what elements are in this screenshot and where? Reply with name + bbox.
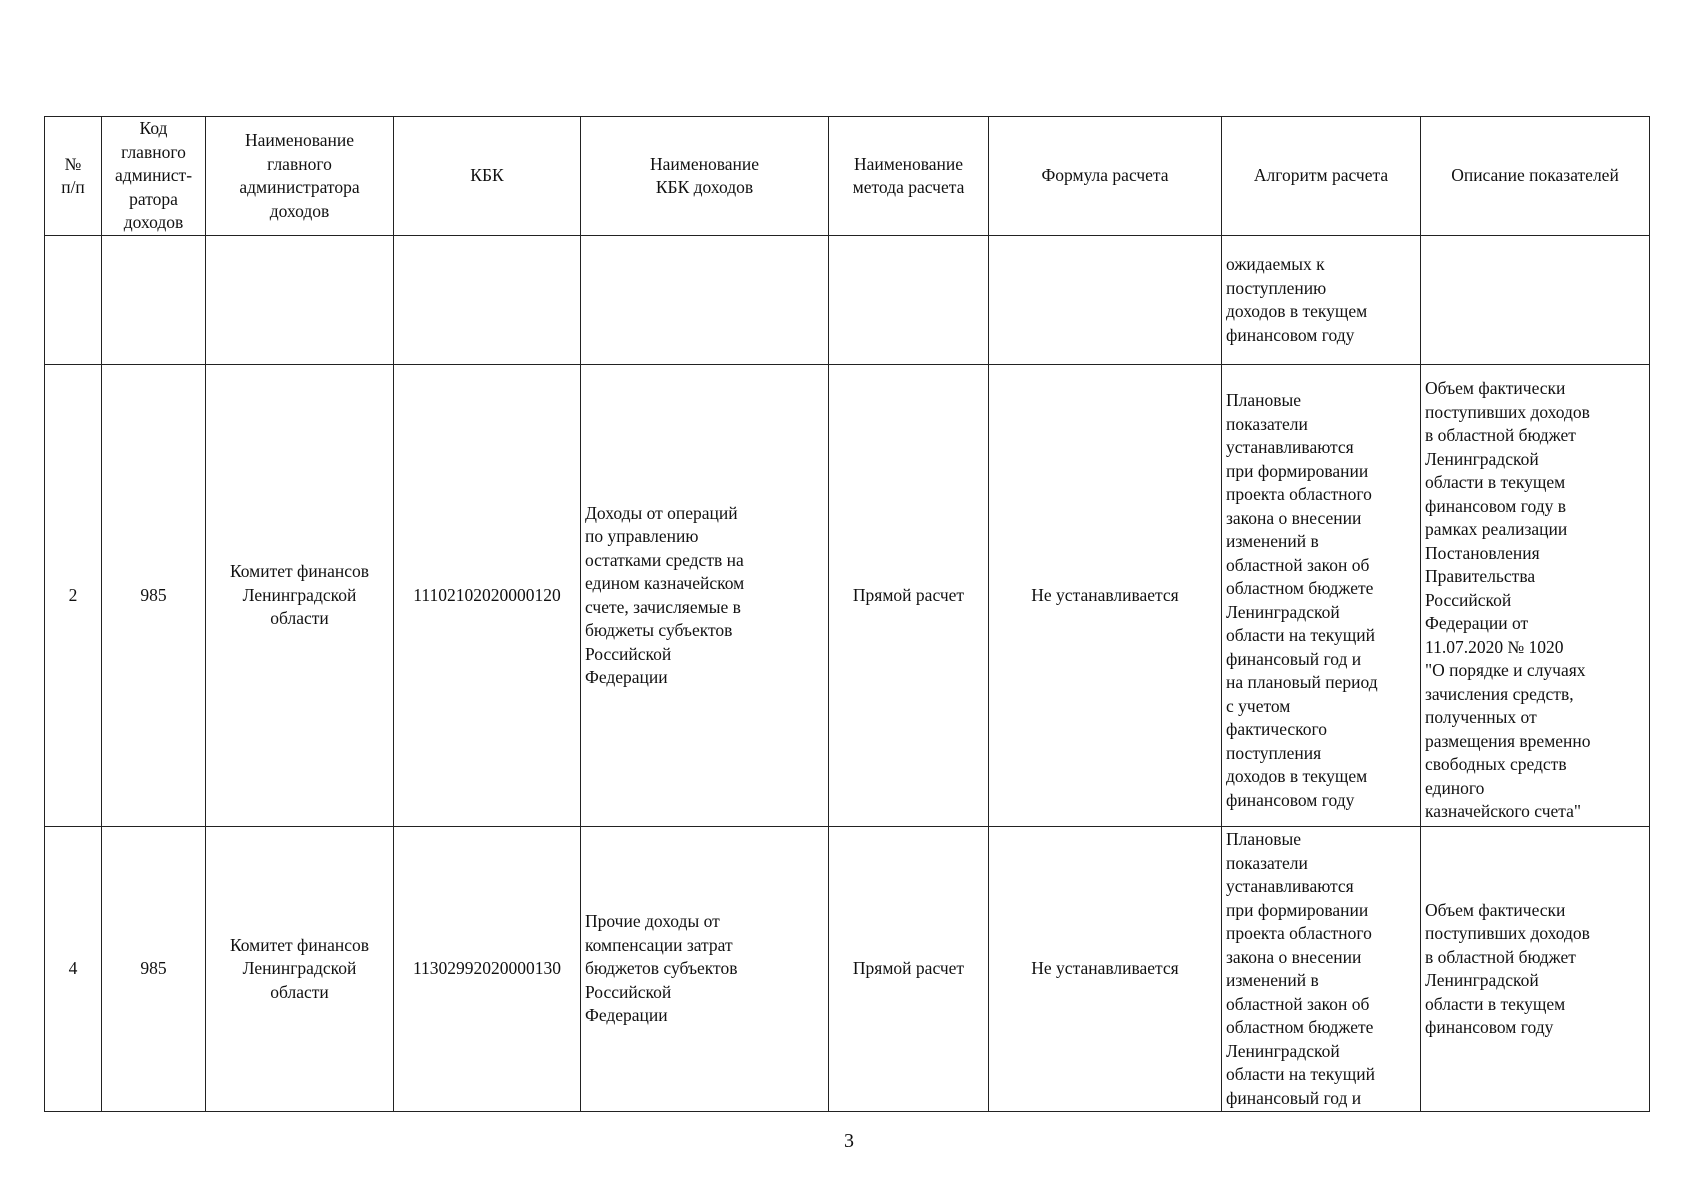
header-num: № п/п — [45, 117, 102, 236]
cell-admin-name: Комитет финансов Ленинградской области — [206, 365, 394, 827]
cell-description: Объем фактически поступивших доходов в областной бюджет Ленинградской области в текущем финансовом году в рамках реализации Постановления Правительства Российской Федерации от 11.07.2020 № 1020 "О порядке и случаях зачисления средств, полученных от размещения временно свободных средств единого казначейского счета" — [1421, 365, 1650, 827]
cell-kbk: 11302992020000130 — [394, 827, 581, 1112]
header-description: Описание показателей — [1421, 117, 1650, 236]
header-method: Наименование метода расчета — [829, 117, 989, 236]
header-algorithm: Алгоритм расчета — [1222, 117, 1421, 236]
cell-empty — [45, 236, 102, 365]
cell-formula: Не устанавливается — [989, 365, 1222, 827]
cell-empty — [102, 236, 206, 365]
cell-algorithm: Плановые показатели устанавливаются при формировании проекта областного закона о внесении изменений в областной закон об областном бюджете Ленинградской области на текущий финансовый год и на плановый период с учетом фактического поступления доходов в текущем финансовом году — [1222, 365, 1421, 827]
cell-empty — [829, 236, 989, 365]
cell-kbk-name: Доходы от операций по управлению остатками средств на едином казначейском счете, зачисляемые в бюджеты субъектов Российской Федерации — [581, 365, 829, 827]
cell-kbk: 11102102020000120 — [394, 365, 581, 827]
header-kbk-name: Наименование КБК доходов — [581, 117, 829, 236]
cell-description: Объем фактически поступивших доходов в областной бюджет Ленинградской области в текущем финансовом году — [1421, 827, 1650, 1112]
table-row-continuation — [45, 236, 1650, 365]
header-admin-code: Код главного админист- ратора доходов — [102, 117, 206, 236]
cell-algorithm: Плановые показатели устанавливаются при формировании проекта областного закона о внесении изменений в областной закон об областном бюджете Ленинградской области на текущий финансовый год и — [1222, 827, 1421, 1112]
cell-formula: Не устанавливается — [989, 827, 1222, 1112]
cell-num: 4 — [45, 827, 102, 1112]
cell-kbk-name: Прочие доходы от компенсации затрат бюджетов субъектов Российской Федерации — [581, 827, 829, 1112]
header-admin-name: Наименование главного администратора доходов — [206, 117, 394, 236]
table-header-row — [45, 117, 1650, 236]
cell-num: 2 — [45, 365, 102, 827]
cell-method: Прямой расчет — [829, 827, 989, 1112]
cell-empty — [206, 236, 394, 365]
table-row — [45, 365, 1650, 827]
table-row — [45, 827, 1650, 1112]
cell-method: Прямой расчет — [829, 365, 989, 827]
cell-empty — [989, 236, 1222, 365]
header-formula: Формула расчета — [989, 117, 1222, 236]
header-kbk: КБК — [394, 117, 581, 236]
cell-algorithm: ожидаемых к поступлению доходов в текущем финансовом году — [1222, 236, 1421, 365]
cell-empty — [394, 236, 581, 365]
cell-admin-code: 985 — [102, 365, 206, 827]
revenue-methodology-table — [44, 116, 1650, 1112]
page-number: 3 — [844, 1130, 854, 1152]
cell-empty — [1421, 236, 1650, 365]
cell-admin-code: 985 — [102, 827, 206, 1112]
cell-admin-name: Комитет финансов Ленинградской области — [206, 827, 394, 1112]
cell-empty — [581, 236, 829, 365]
